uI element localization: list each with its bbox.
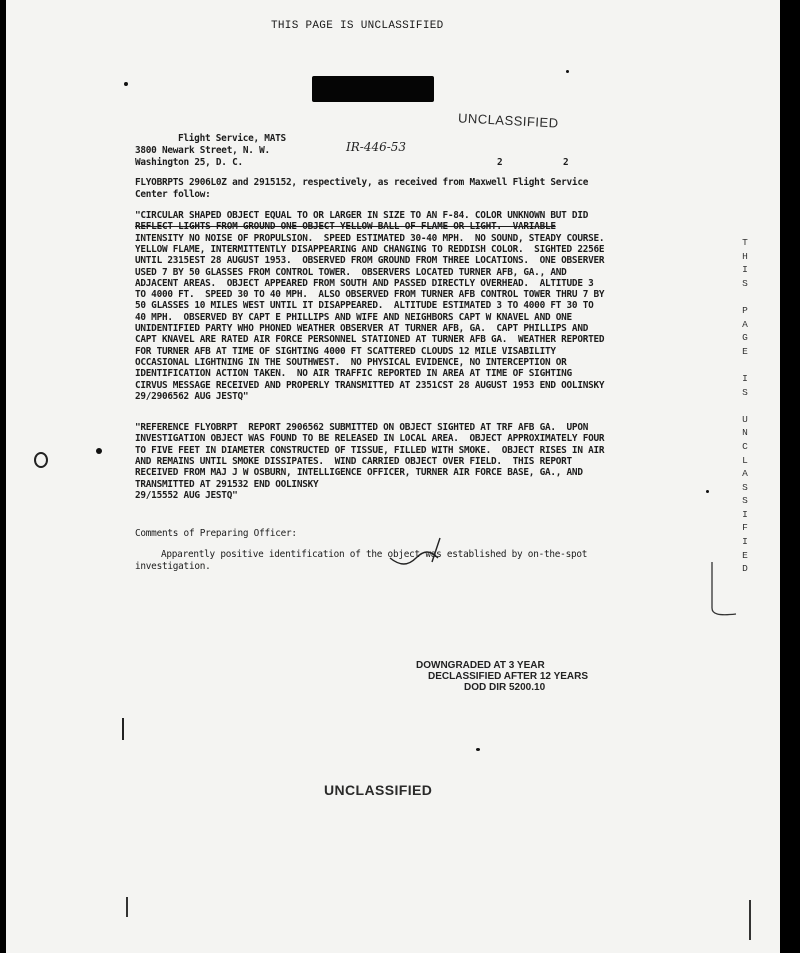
side-letter: S [742, 495, 748, 507]
scan-edge [782, 0, 800, 953]
report-1-line: INTENSITY NO NOISE OF PROPULSION. SPEED ESTIMATED 30-40 MPH. NO SOUND, STEADY COURSE. [135, 232, 605, 244]
report-1-line: TO 4000 FT. SPEED 30 TO 40 MPH. ALSO OBSERVED FROM TURNER AFB CONTROL TOWER THRU 7 BY [135, 289, 605, 301]
ink-speck [566, 70, 569, 73]
side-letter: S [742, 277, 748, 289]
report-1-line: 29/2906562 AUG JESTQ" [135, 390, 249, 402]
side-letter: E [742, 345, 748, 357]
side-letter: I [742, 508, 748, 520]
handwritten-strike-mark [386, 536, 466, 570]
side-letter [740, 358, 750, 372]
comments-line-1: Apparently positive identification of the object was established by on-the-spot [161, 549, 588, 560]
report-1-line: UNIDENTIFIED PARTY WHO PHONED WEATHER OBSERVER AT TURNER AFB, GA. CAPT PHILLIPS AND [135, 323, 589, 334]
report-1-line: IDENTIFICATION ACTION TAKEN. NO AIR TRAFFIC REPORTED IN AREA AT TIME OF SIGHTING [135, 368, 572, 380]
intro-line-1: FLYOBRPTS 2906L0Z and 2915152, respectively, as received from Maxwell Flight Service [135, 177, 589, 188]
page-mark-1: 2 [497, 157, 503, 168]
side-letter [740, 399, 750, 413]
side-letter: F [742, 522, 748, 534]
redaction-bar [312, 76, 434, 102]
downgrade-line-1: DOWNGRADED AT 3 YEAR [416, 660, 545, 671]
report-2-line: TO FIVE FEET IN DIAMETER CONSTRUCTED OF TISSUE, FILLED WITH SMOKE. OBJECT RISES IN AIR [135, 444, 605, 456]
margin-line [126, 897, 128, 917]
report-1-line: 40 MPH. OBSERVED BY CAPT E PHILLIPS AND WIFE AND NEIGHBORS CAPT W KNAVEL AND ONE [135, 311, 572, 323]
intro-line-2: Center follow: [135, 189, 211, 200]
hole-punch-mark [34, 452, 48, 468]
side-letter: A [742, 468, 748, 480]
report-1-line: "CIRCULAR SHAPED OBJECT EQUAL TO OR LARGER IN SIZE TO AN F-84. COLOR UNKNOWN BUT DID [135, 210, 589, 221]
report-1-line: FOR TURNER AFB AT TIME OF SIGHTING 4000 FT SCATTERED CLOUDS 12 MILE VISABILITY [135, 345, 556, 357]
side-letter: G [742, 332, 748, 344]
side-letter: C [742, 440, 748, 452]
ink-speck [124, 82, 128, 86]
side-letter: A [742, 318, 748, 330]
side-letter: S [742, 386, 748, 398]
document-page [6, 0, 780, 953]
comments-heading: Comments of Preparing Officer: [135, 528, 297, 539]
report-1-line: 50 GLASSES 10 MILES WEST UNTIL IT DISAPPEARED. ALTITUDE ESTIMATED 3 TO 4000 FT 30 TO [135, 300, 594, 312]
report-1-line: CIRVUS MESSAGE RECEIVED AND PROPERLY TRANSMITTED AT 2351CST 28 AUGUST 1953 END OOLINSKY [135, 379, 605, 391]
report-1-line: CAPT KNAVEL ARE RATED AIR FORCE PERSONNEL STATIONED AT TURNER AFB GA. WEATHER REPORTED [135, 334, 605, 346]
report-2-line: TRANSMITTED AT 291532 END OOLINSKY [135, 478, 319, 490]
side-letter: P [742, 304, 748, 316]
downgrade-line-2: DECLASSIFIED AFTER 12 YEARS [428, 671, 589, 682]
unclassified-stamp-top: UNCLASSIFIED [457, 110, 559, 131]
report-2-line: 29/15552 AUG JESTQ" [135, 489, 238, 501]
side-classification-text [740, 236, 750, 576]
side-letter: I [742, 536, 748, 548]
unclassified-stamp-bottom: UNCLASSIFIED [324, 782, 433, 798]
side-letter: I [742, 264, 748, 276]
bracket-mark [708, 560, 738, 620]
downgrade-line-3: DOD DIR 5200.10 [464, 682, 546, 693]
report-1-line: USED 7 BY 50 GLASSES FROM CONTROL TOWER. OBSERVERS LOCATED TURNER AFB, GA., AND [135, 266, 567, 278]
page-mark-2: 2 [563, 157, 569, 168]
side-letter: E [742, 549, 748, 561]
report-2-line: INVESTIGATION OBJECT WAS FOUND TO BE RELEASED IN LOCAL AREA. OBJECT APPROXIMATELY FOUR [135, 433, 605, 445]
margin-line [122, 718, 124, 740]
report-1-line: UNTIL 2315EST 28 AUGUST 1953. OBSERVED FROM GROUND FROM THREE LOCATIONS. ONE OBSERVER [135, 255, 605, 267]
side-letter: H [742, 250, 748, 262]
report-1-line: OCCASIONAL LIGHTNING IN THE SOUTHWEST. NO PHYSICAL EVIDENCE, NO INTERCEPTION OR [135, 356, 567, 368]
report-2-line: "REFERENCE FLYOBRPT REPORT 2906562 SUBMITTED ON OBJECT SIGHTED AT TRF AFB GA. UPON [135, 422, 589, 433]
report-1-line: REFLECT LIGHTS FROM GROUND ONE OBJECT YELLOW BALL OF FLAME OR LIGHT. VARIABLE [135, 221, 556, 233]
side-letter: S [742, 481, 748, 493]
margin-line [749, 900, 751, 940]
downgrade-stamp [406, 660, 588, 693]
side-letter [740, 290, 750, 304]
side-letter: N [742, 427, 748, 439]
classification-header: THIS PAGE IS UNCLASSIFIED [271, 20, 444, 32]
side-letter: I [742, 372, 748, 384]
report-2-line: AND REMAINS UNTIL SMOKE DISSIPATES. WIND CARRIED OBJECT OVER FIELD. THIS REPORT [135, 455, 572, 467]
address-line-1: Flight Service, MATS [178, 133, 286, 144]
address-line-2: 3800 Newark Street, N. W. [135, 145, 270, 156]
address-line-3: Washington 25, D. C. [135, 157, 243, 168]
report-2-line: RECEIVED FROM MAJ J W OSBURN, INTELLIGENCE OFFICER, TURNER AIR FORCE BASE, GA., AND [135, 467, 583, 479]
report-1-line: YELLOW FLAME, INTERMITTENTLY DISAPPEARING AND CHANGING TO REDDISH COLOR. SIGHTED 2256E [135, 243, 605, 255]
ink-speck [476, 748, 480, 751]
ink-speck [706, 490, 709, 493]
side-letter: L [742, 454, 748, 466]
report-1-line: ADJACENT AREAS. OBJECT APPEARED FROM SOUTH AND PASSED DIRECTLY OVERHEAD. ALTITUDE 3 [135, 277, 594, 289]
comments-line-2: investigation. [135, 561, 211, 572]
side-letter: T [742, 237, 748, 248]
side-letter: D [742, 563, 748, 575]
ink-speck [96, 448, 102, 454]
side-letter: U [742, 413, 748, 425]
handwritten-report-number: IR-446-53 [346, 140, 407, 154]
